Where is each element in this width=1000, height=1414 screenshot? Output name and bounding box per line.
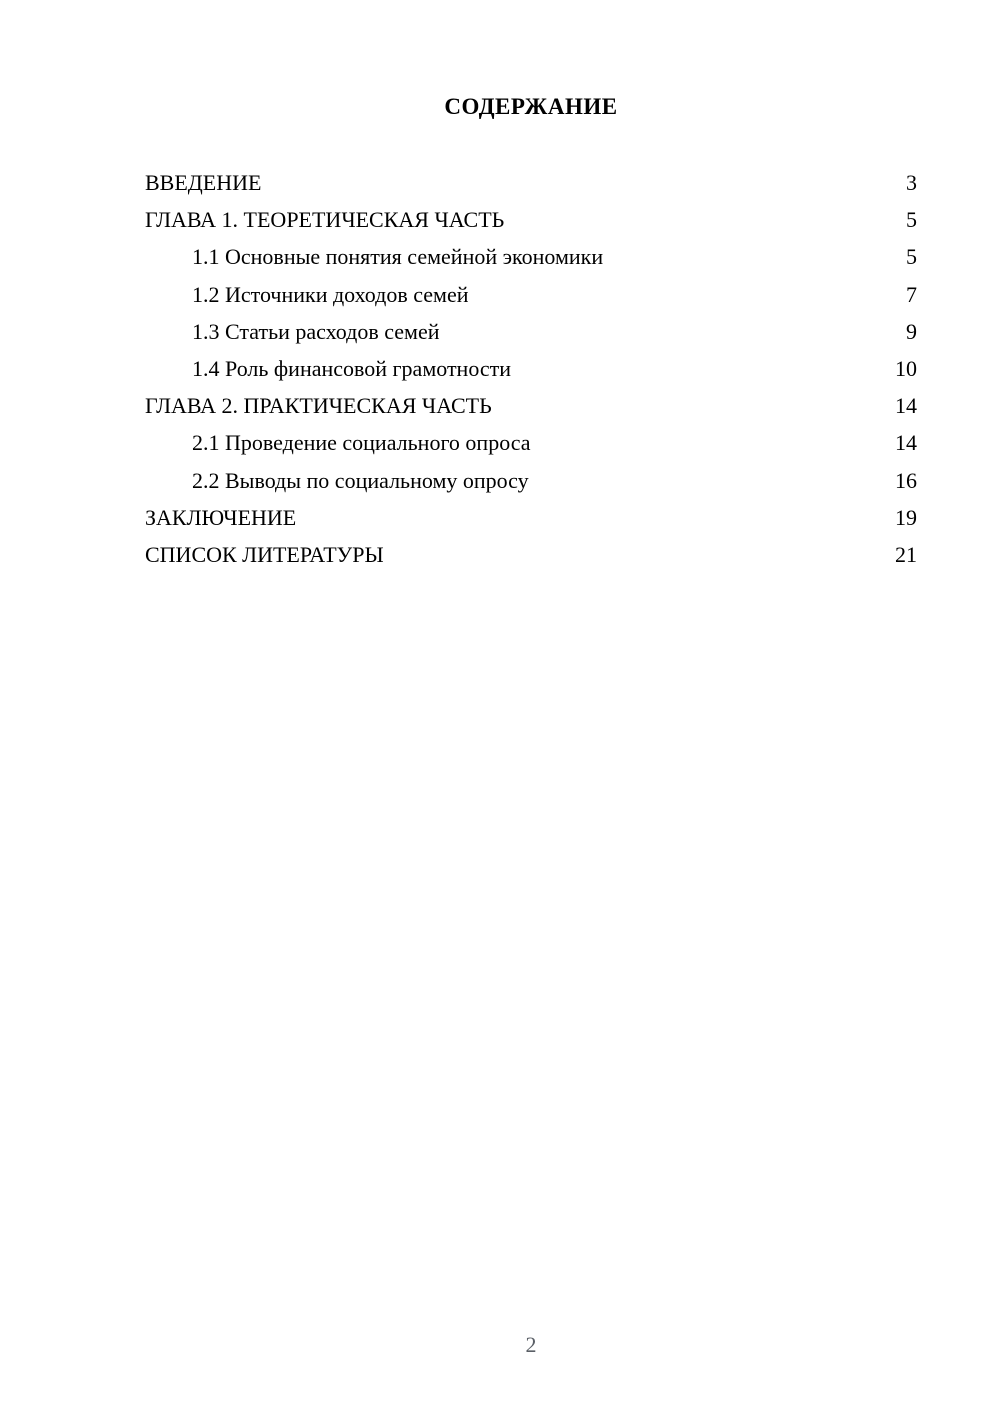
toc-entry-label: 2.1 Проведение социального опроса bbox=[192, 430, 531, 456]
toc-entry-page-number: 14 bbox=[895, 430, 917, 456]
toc-entry-page-number: 14 bbox=[895, 393, 917, 419]
toc-entry-page-number: 16 bbox=[895, 467, 917, 493]
toc-entry-label: ГЛАВА 2. ПРАКТИЧЕСКАЯ ЧАСТЬ bbox=[145, 393, 492, 419]
toc-entry-label: СПИСОК ЛИТЕРАТУРЫ bbox=[145, 542, 384, 568]
table-of-contents bbox=[145, 164, 917, 573]
toc-entry bbox=[145, 201, 917, 238]
toc-entry bbox=[145, 536, 917, 573]
toc-entry-page-number: 9 bbox=[906, 318, 917, 344]
toc-entry-page-number: 21 bbox=[895, 542, 917, 568]
toc-entry bbox=[145, 350, 917, 387]
toc-entry-label: 2.2 Выводы по социальному опросу bbox=[192, 467, 529, 493]
toc-entry-page-number: 5 bbox=[906, 244, 917, 270]
toc-entry-label: 1.2 Источники доходов семей bbox=[192, 281, 469, 307]
toc-entry bbox=[145, 164, 917, 201]
toc-entry bbox=[145, 276, 917, 313]
toc-entry-page-number: 7 bbox=[906, 281, 917, 307]
toc-entry bbox=[145, 387, 917, 424]
toc-entry-page-number: 5 bbox=[906, 207, 917, 233]
toc-entry bbox=[145, 499, 917, 536]
toc-entry-label: 1.4 Роль финансовой грамотности bbox=[192, 356, 512, 382]
toc-entry-label: 1.3 Статьи расходов семей bbox=[192, 318, 440, 344]
toc-entry-label: ГЛАВА 1. ТЕОРЕТИЧЕСКАЯ ЧАСТЬ bbox=[145, 207, 505, 233]
toc-entry bbox=[145, 238, 917, 275]
toc-entry bbox=[145, 313, 917, 350]
toc-entry-page-number: 19 bbox=[895, 504, 917, 530]
toc-entry bbox=[145, 462, 917, 499]
toc-entry-label: ВВЕДЕНИЕ bbox=[145, 170, 262, 195]
footer-page-number: 2 bbox=[525, 1332, 537, 1357]
toc-entry bbox=[145, 424, 917, 461]
toc-entry-label: 1.1 Основные понятия семейной экономики bbox=[192, 244, 604, 270]
toc-entry-page-number: 3 bbox=[906, 170, 917, 195]
toc-entry-page-number: 10 bbox=[895, 356, 917, 382]
document-page-content bbox=[145, 94, 917, 573]
page-title: СОДЕРЖАНИЕ bbox=[444, 94, 618, 119]
toc-entry-label: ЗАКЛЮЧЕНИЕ bbox=[145, 504, 297, 530]
